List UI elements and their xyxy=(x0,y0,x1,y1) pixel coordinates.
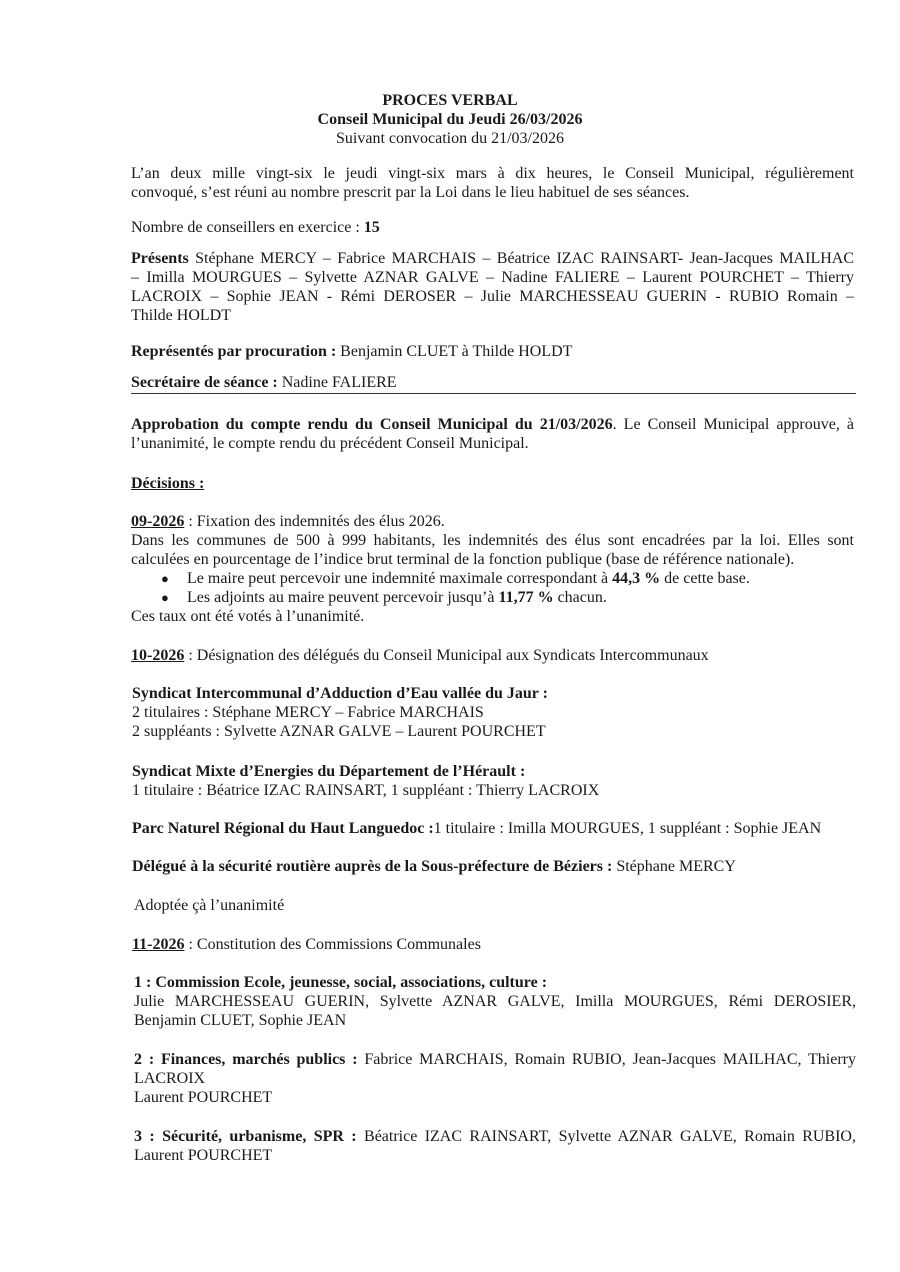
presents-line-2: – Imilla MOURGUES – Sylvette AZNAR GALVE – Nadine FALIERE – Laurent POURCHET – Thierry xyxy=(131,269,854,286)
securite-routiere-title: Délégué à la sécurité routière auprès de la Sous-préfecture de Béziers : xyxy=(132,858,617,875)
document-title: PROCES VERBAL xyxy=(382,92,518,109)
decision-09-subject: : Fixation des indemnités des élus 2026. xyxy=(184,513,445,530)
bullet-1-value: 44,3 % xyxy=(612,570,661,587)
separator-line xyxy=(131,393,856,394)
commission-2-title: 2 : Finances, marchés publics : xyxy=(134,1051,365,1068)
approbation-text: . Le Conseil Municipal approuve, à xyxy=(612,416,854,433)
bullet-1-text: Le maire peut percevoir une indemnité maximale correspondant à xyxy=(187,570,613,587)
presents-paragraph xyxy=(131,249,854,325)
secretary-label: Secrétaire de séance : xyxy=(131,374,282,391)
intro-line-1: L’an deux mille vingt-six le jeudi vingt-six mars à dix heures, le Conseil Municipal, régulièrement xyxy=(131,165,854,182)
syndicat-eau xyxy=(132,684,548,741)
decision-10-number: 10-2026 xyxy=(131,647,185,664)
commission-2-line-1 xyxy=(134,1050,856,1069)
procuration-value: Benjamin CLUET à Thilde HOLDT xyxy=(340,343,573,360)
syndicat-eau-suppleants: 2 suppléants : Sylvette AZNAR GALVE – Laurent POURCHET xyxy=(132,723,546,740)
list-item xyxy=(161,569,854,588)
list-item xyxy=(161,588,854,607)
syndicat-eau-title: Syndicat Intercommunal d’Adduction d’Eau vallée du Jaur : xyxy=(132,685,548,702)
indemnity-list xyxy=(131,569,854,607)
commission-2-line-3: Laurent POURCHET xyxy=(134,1089,273,1106)
bullet-icon: ● xyxy=(161,571,169,586)
convocation-line: Suivant convocation du 21/03/2026 xyxy=(336,130,564,147)
decision-09-line-1: Dans les communes de 500 à 999 habitants, les indemnités des élus sont encadrées par la loi. Elles sont xyxy=(131,532,854,549)
commission-3-members: Béatrice IZAC RAINSART, Sylvette AZNAR GALVE, Romain RUBIO, xyxy=(364,1128,856,1145)
decision-11-subject: : Constitution des Commissions Communales xyxy=(184,936,481,953)
document-header xyxy=(0,91,900,148)
document-subtitle: Conseil Municipal du Jeudi 26/03/2026 xyxy=(317,111,583,128)
syndicat-energies-members: 1 titulaire : Béatrice IZAC RAINSART, 1 suppléant : Thierry LACROIX xyxy=(132,782,600,799)
syndicat-energies xyxy=(132,762,599,800)
approbation-paragraph xyxy=(131,415,854,453)
presents-line-1 xyxy=(131,249,854,268)
decision-10-title xyxy=(131,646,709,665)
parc-naturel xyxy=(132,819,821,838)
secretary-value: Nadine FALIERE xyxy=(281,374,397,391)
decisions-heading: Décisions : xyxy=(131,475,205,492)
commission-1-title: 1 : Commission Ecole, jeunesse, social, associations, culture : xyxy=(134,974,548,991)
decision-09-number: 09-2026 xyxy=(131,513,185,530)
members-count-value: 15 xyxy=(363,219,380,236)
commission-2 xyxy=(134,1050,856,1107)
presents-line-4: Thilde HOLDT xyxy=(131,307,231,324)
syndicat-eau-titulaires: 2 titulaires : Stéphane MERCY – Fabrice MARCHAIS xyxy=(132,704,484,721)
parc-naturel-members: 1 titulaire : Imilla MOURGUES, 1 suppléant : Sophie JEAN xyxy=(433,820,822,837)
intro-line-2: convoqué, s’est réuni au nombre prescrit par la Loi dans le lieu habituel de ses séances. xyxy=(131,184,690,201)
presents-label: Présents xyxy=(131,250,189,267)
decision-11-title xyxy=(132,935,481,954)
decision-09-line-2: calculées en pourcentage de l’indice brut terminal de la fonction publique (base de référence nationale). xyxy=(131,551,795,568)
commission-2-line-2: LACROIX xyxy=(134,1070,206,1087)
approbation-label: Approbation du compte rendu du Conseil Municipal du 21/03/2026 xyxy=(131,416,613,433)
decision-09-conclusion: Ces taux ont été votés à l’unanimité. xyxy=(131,608,365,625)
procuration-label: Représentés par procuration : xyxy=(131,343,341,360)
approbation-line-2: l’unanimité, le compte rendu du précédent Conseil Municipal. xyxy=(131,435,529,452)
bullet-1-end: de cette base. xyxy=(660,570,750,587)
members-count-label: Nombre de conseillers en exercice : xyxy=(131,219,364,236)
securite-routiere-member: Stéphane MERCY xyxy=(616,858,736,875)
commission-3-title: 3 : Sécurité, urbanisme, SPR : xyxy=(134,1128,365,1145)
members-count xyxy=(131,218,380,237)
presents-names-1: Stéphane MERCY – Fabrice MARCHAIS – Béatrice IZAC RAINSART- Jean-Jacques MAILHAC xyxy=(188,250,854,267)
intro-paragraph xyxy=(131,164,854,202)
bullet-2-value: 11,77 % xyxy=(498,589,554,606)
decision-10-adopted: Adoptée çà l’unanimité xyxy=(134,897,285,914)
commission-3-line-1 xyxy=(134,1127,856,1146)
commission-1-line-1: Julie MARCHESSEAU GUERIN, Sylvette AZNAR GALVE, Imilla MOURGUES, Rémi DEROSIER, xyxy=(134,993,856,1010)
commission-1-line-2: Benjamin CLUET, Sophie JEAN xyxy=(134,1012,347,1029)
commission-3 xyxy=(134,1127,856,1165)
presents-line-3: LACROIX – Sophie JEAN - Rémi DEROSER – Julie MARCHESSEAU GUERIN - RUBIO Romain – xyxy=(131,288,854,305)
bullet-2-text: Les adjoints au maire peuvent percevoir jusqu’à xyxy=(187,589,499,606)
bullet-icon: ● xyxy=(161,590,169,605)
secretary-line xyxy=(131,373,397,392)
approbation-line-1 xyxy=(131,415,854,434)
decision-10-subject: : Désignation des délégués du Conseil Municipal aux Syndicats Intercommunaux xyxy=(184,647,709,664)
parc-naturel-title: Parc Naturel Régional du Haut Languedoc : xyxy=(132,820,434,837)
bullet-2-end: chacun. xyxy=(553,589,607,606)
commission-1 xyxy=(134,973,856,1030)
securite-routiere xyxy=(132,857,736,876)
decision-09-title xyxy=(131,512,854,531)
commission-3-line-2: Laurent POURCHET xyxy=(134,1147,273,1164)
decision-09-2026 xyxy=(131,512,854,626)
syndicat-energies-title: Syndicat Mixte d’Energies du Département de l’Hérault : xyxy=(132,763,526,780)
procuration-line xyxy=(131,342,572,361)
commission-2-members: Fabrice MARCHAIS, Romain RUBIO, Jean-Jacques MAILHAC, Thierry xyxy=(364,1051,857,1068)
decision-11-number: 11-2026 xyxy=(132,936,185,953)
